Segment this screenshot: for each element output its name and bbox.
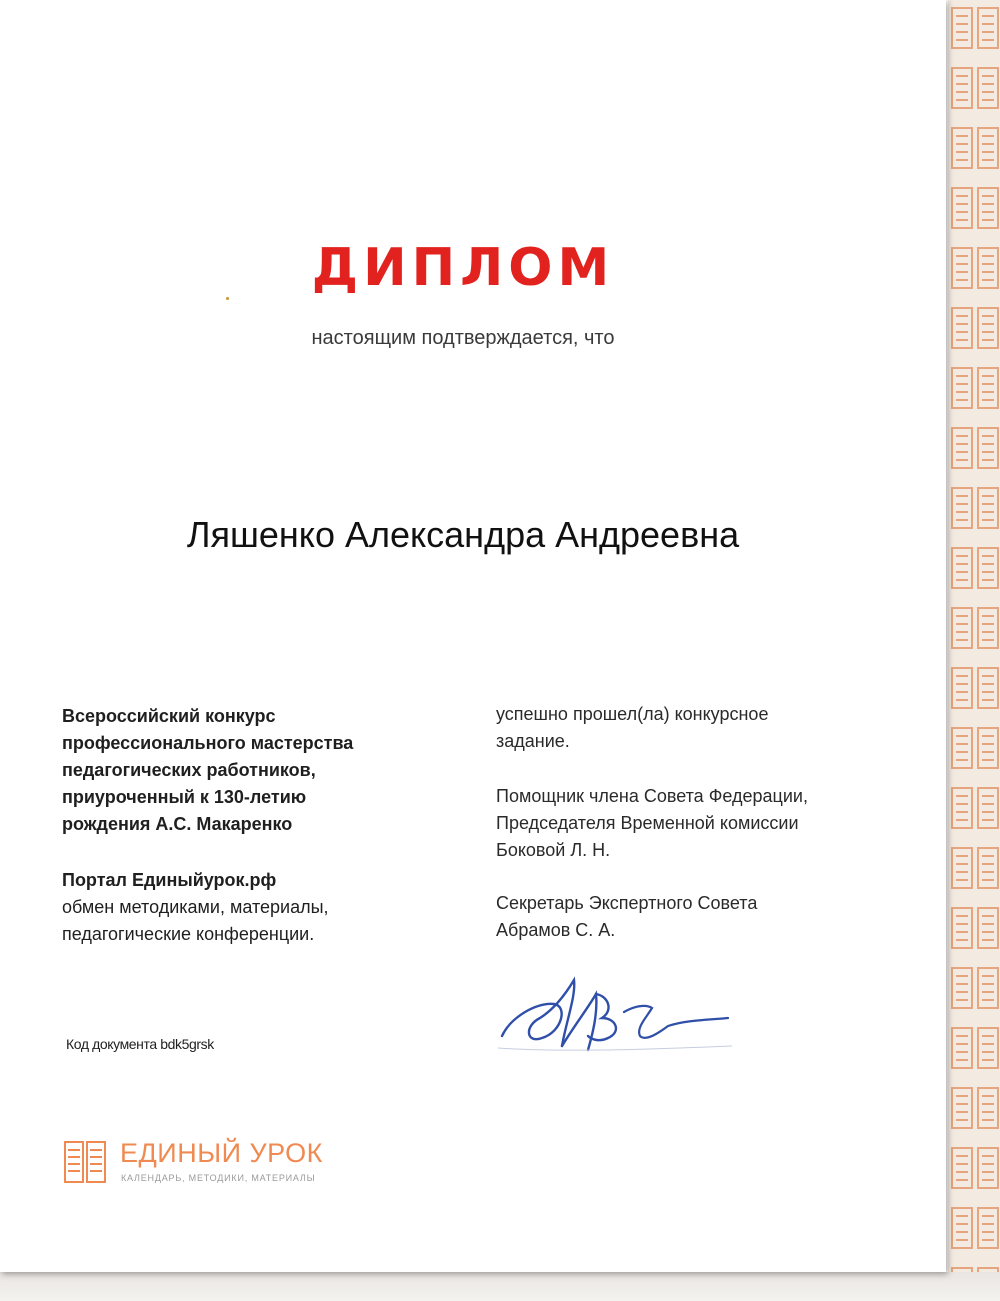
contest-line: педагогических работников, xyxy=(62,760,316,780)
signature xyxy=(496,966,736,1062)
portal-desc-line: обмен методиками, материалы, xyxy=(62,897,329,917)
logo-name: ЕДИНЫЙ УРОК xyxy=(120,1138,323,1168)
scan-bottom-edge xyxy=(0,1272,1000,1301)
result-info xyxy=(496,701,916,944)
contest-line: приуроченный к 130-летию xyxy=(62,787,307,807)
contest-line: профессионального мастерства xyxy=(62,733,354,753)
logo-tagline: КАЛЕНДАРЬ, МЕТОДИКИ, МАТЕРИАЛЫ xyxy=(121,1173,316,1183)
portal-desc-line: педагогические конференции. xyxy=(62,924,315,944)
diploma-subtitle: настоящим подтверждается, что xyxy=(311,327,615,349)
contest-line: Всероссийский конкурс xyxy=(62,706,276,726)
assistant-line: Помощник члена Совета Федерации, xyxy=(496,786,808,806)
result-line: успешно прошел(ла) конкурсное xyxy=(496,704,769,724)
document-code: Код документа bdk5grsk xyxy=(66,1036,214,1052)
diploma-title: ДИПЛОМ xyxy=(311,238,615,298)
contest-line: рождения А.С. Макаренко xyxy=(62,814,293,834)
portal-name: Портал Единыйурок.рф xyxy=(62,870,277,890)
secretary-line: Абрамов С. А. xyxy=(496,920,616,940)
contest-info xyxy=(62,703,462,948)
recipient-name: Ляшенко Александра Андреевна xyxy=(186,514,740,555)
book-logo-icon xyxy=(64,1140,106,1184)
assistant-line: Боковой Л. Н. xyxy=(496,840,611,860)
assistant-line: Председателя Временной комиссии xyxy=(496,813,799,833)
background-pattern xyxy=(948,0,1000,1301)
result-line: задание. xyxy=(496,731,570,751)
secretary-line: Секретарь Экспертного Совета xyxy=(496,893,758,913)
